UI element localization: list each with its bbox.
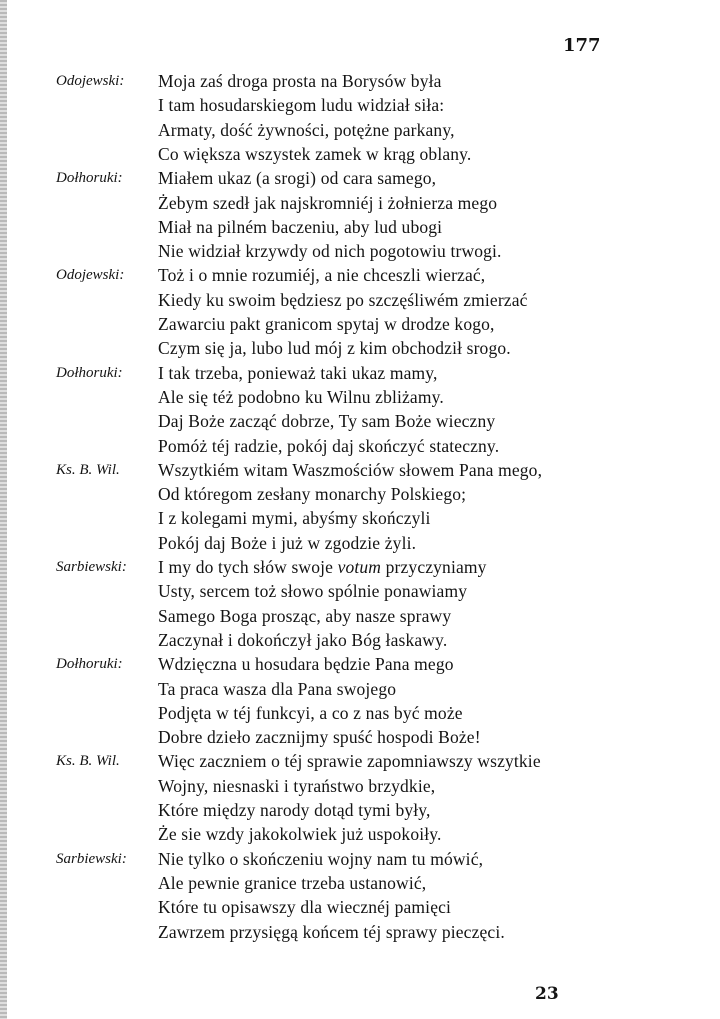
verse-line: [0, 142, 720, 166]
verse-text: Moja zaś droga prosta na Borysów była: [158, 71, 442, 91]
signature-mark: 23: [535, 984, 559, 1004]
speaker-name: Odojewski:: [56, 73, 125, 89]
verse-line: [0, 701, 720, 725]
verse-line: [0, 312, 720, 336]
verse-line: [0, 69, 720, 93]
verse-text: Wojny, niesnaski i tyraństwo brzydkie,: [158, 775, 436, 796]
verse-text: I tam hosudarskiegom ludu widział siła:: [158, 95, 445, 116]
verse-text: Że sie wzdy jakokolwiek już uspokoiły.: [158, 824, 442, 845]
verse-text: Wszytkiém witam Waszmościów słowem Pana mego,: [158, 459, 543, 480]
verse-text: Od któregom zesłany monarchy Polskiego;: [158, 484, 467, 505]
verse-text: Kiedy ku swoim będziesz po szczęśliwém zmierzać: [158, 289, 528, 310]
verse-text: Usty, sercem toż słowo spólnie ponawiamy: [158, 581, 468, 602]
verse-line: [0, 434, 720, 458]
speaker-name: Odojewski:: [56, 267, 125, 284]
speaker-name: Dołhoruki:: [56, 170, 123, 187]
verse-line: [0, 871, 720, 895]
speaker-name: Dołhoruki:: [56, 656, 123, 673]
verse-line: [0, 239, 720, 263]
verse-text: Ta praca wasza dla Pana swojego: [158, 678, 397, 699]
latin-term: votum: [337, 557, 382, 577]
verse-line: [0, 531, 720, 555]
verse-text: Zawrzem przysięgą końcem téj sprawy pieczęci.: [158, 921, 505, 942]
verse-line: [0, 409, 720, 433]
verse-text: Pomóż téj radzie, pokój daj skończyć stateczny.: [158, 435, 500, 456]
verse-text: Miał na pilném baczeniu, aby lud ubogi: [158, 216, 443, 237]
page-number: 177: [563, 35, 601, 56]
verse-line: [0, 215, 720, 239]
verse-line: [0, 652, 720, 676]
verse-line: [0, 385, 720, 409]
verse-line: [0, 798, 720, 822]
verse-text: Podjęta w téj funkcyi, a co z nas być może: [158, 702, 463, 723]
verse-text: Toż i o mnie rozumiéj, a nie chceszli wierzać,: [158, 265, 486, 286]
verse-line: [0, 191, 720, 215]
verse-line: [0, 263, 720, 287]
verse-line: [0, 555, 720, 579]
verse-text: Żebym szedł jak najskromniéj i żołnierza mego: [158, 192, 498, 213]
verse-text: Ale pewnie granice trzeba ustanowić,: [158, 872, 427, 893]
verse-text: Które tu opisawszy dla wiecznéj pamięci: [158, 897, 452, 918]
verse-line: [0, 847, 720, 871]
verse-line: [0, 774, 720, 798]
verse-text: Zaczynał i dokończył jako Bóg łaskawy.: [158, 629, 448, 650]
verse-line: [0, 118, 720, 142]
verse-line: [0, 920, 720, 944]
verse-text: Pokój daj Boże i już w zgodzie żyli.: [158, 532, 417, 553]
verse-line: [0, 749, 720, 773]
verse-line: [0, 458, 720, 482]
verse-line: [0, 895, 720, 919]
speaker-name: Ks. B. Wil.: [56, 461, 120, 478]
verse-line: [0, 506, 720, 530]
verse-text: Armaty, dość żywności, potężne parkany,: [158, 119, 455, 140]
verse-line: [0, 628, 720, 652]
verse-text: Dobre dzieło zacznijmy spuść hospodi Boże!: [158, 727, 481, 748]
verse-text: Zawarciu pakt granicom spytaj w drodze kogo,: [158, 314, 495, 334]
verse-line: [0, 336, 720, 360]
verse-text: Samego Boga prosząc, aby nasze sprawy: [158, 605, 452, 626]
verse-text: Czym się ja, lubo lud mój z kim obchodził srogo.: [158, 338, 511, 359]
verse-text: Daj Boże zacząć dobrze, Ty sam Boże wieczny: [158, 411, 496, 432]
verse-text: I z kolegami mymi, abyśmy skończyli: [158, 508, 431, 529]
verse-text: Ale się téż podobno ku Wilnu zbliżamy.: [158, 386, 444, 407]
verse-text: Więc zaczniem o téj sprawie zapomniawszy wszytkie: [158, 751, 541, 772]
verse-text: Nie widział krzywdy od nich pogotowiu trwogi.: [158, 241, 502, 262]
verse-line: [0, 288, 720, 312]
speaker-name: Dołhoruki:: [56, 364, 123, 381]
verse-line: [0, 677, 720, 701]
verse-text: Które między narody dotąd tymi były,: [158, 800, 431, 820]
verse-line: [0, 822, 720, 846]
verse-line: [0, 93, 720, 117]
speaker-name: Sarbiewski:: [56, 559, 127, 575]
speaker-name: Ks. B. Wil.: [56, 753, 120, 770]
verse-line: [0, 579, 720, 603]
verse-text: Co większa wszystek zamek w krąg oblany.: [158, 143, 472, 164]
verse-line: [0, 361, 720, 385]
verse-line: [0, 604, 720, 628]
speaker-name: Sarbiewski:: [56, 850, 127, 867]
verse-line: [0, 482, 720, 506]
verse-line: [0, 725, 720, 749]
verse-text: I my do tych słów swoje votum przyczyniamy: [158, 557, 487, 577]
verse-line: [0, 166, 720, 190]
verse-text: Nie tylko o skończeniu wojny nam tu mówić,: [158, 848, 484, 869]
verse-text: Miałem ukaz (a srogi) od cara samego,: [158, 168, 437, 189]
verse-text: I tak trzeba, ponieważ taki ukaz mamy,: [158, 362, 438, 383]
verse-text: Wdzięczna u hosudara będzie Pana mego: [158, 654, 454, 675]
